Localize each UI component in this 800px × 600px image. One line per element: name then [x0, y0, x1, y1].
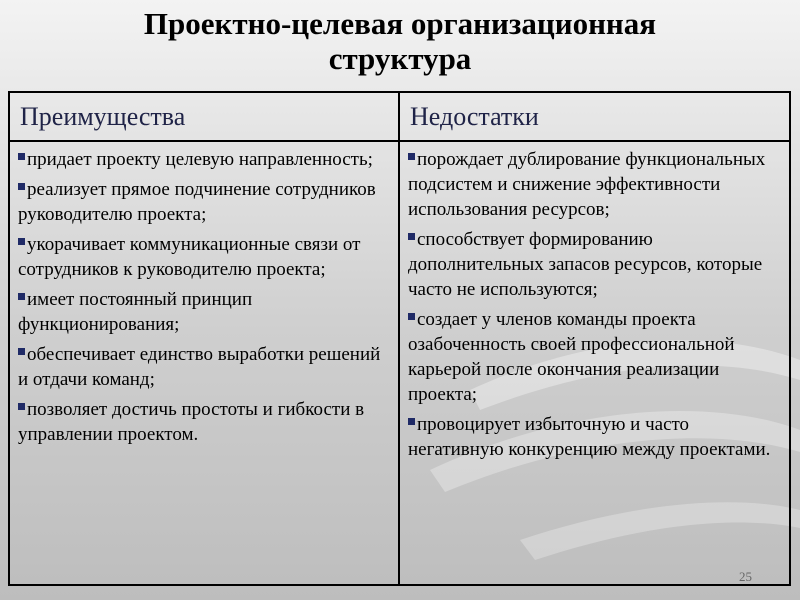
square-bullet-icon [18, 293, 25, 300]
disadvantage-text: порождает дублирование функциональных подсистем и снижение эффективности использования ресурсов; [408, 149, 766, 220]
square-bullet-icon [408, 153, 415, 160]
advantages-list [18, 147, 392, 447]
list-item [408, 147, 783, 222]
slide-title-line-2: структура [328, 41, 472, 76]
header-advantages: Преимущества [9, 92, 399, 141]
list-item [18, 342, 392, 392]
disadvantage-text: создает у членов команды проекта озабоченность своей профессиональной карьерой после окончания реализации проекта; [408, 309, 735, 405]
disadvantages-cell [399, 141, 790, 585]
advantage-text: укорачивает коммуникационные связи от сотрудников к руководителю проекта; [18, 234, 361, 280]
disadvantage-text: провоцирует избыточную и часто негативную конкуренцию между проектами. [408, 414, 771, 460]
disadvantages-list [408, 147, 783, 462]
comparison-table [8, 91, 791, 586]
page-number: 25 [739, 569, 752, 584]
list-item [408, 307, 783, 407]
advantage-text: реализует прямое подчинение сотрудников руководителю проекта; [18, 179, 376, 225]
advantage-text: позволяет достичь простоты и гибкости в управлении проектом. [18, 399, 365, 445]
list-item [18, 397, 392, 447]
table-body-row [9, 141, 790, 585]
disadvantage-text: способствует формированию дополнительных запасов ресурсов, которые часто не используются; [408, 229, 763, 300]
list-item [408, 227, 783, 302]
square-bullet-icon [18, 348, 25, 355]
list-item [18, 147, 392, 172]
list-item [18, 177, 392, 227]
list-item [408, 412, 783, 462]
list-item [18, 232, 392, 282]
list-item [18, 287, 392, 337]
advantage-text: имеет постоянный принцип функционирования; [18, 289, 253, 335]
slide-title-line-1: Проектно-целевая организационная [143, 6, 657, 41]
slide-title [0, 6, 800, 76]
square-bullet-icon [408, 233, 415, 240]
advantage-text: обеспечивает единство выработки решений и отдачи команд; [18, 344, 381, 390]
square-bullet-icon [18, 238, 25, 245]
header-disadvantages: Недостатки [399, 92, 790, 141]
table-header-row [9, 92, 790, 141]
square-bullet-icon [18, 183, 25, 190]
advantage-text: придает проекту целевую направленность; [27, 149, 373, 170]
square-bullet-icon [408, 418, 415, 425]
square-bullet-icon [18, 403, 25, 410]
square-bullet-icon [18, 153, 25, 160]
square-bullet-icon [408, 313, 415, 320]
advantages-cell [9, 141, 399, 585]
